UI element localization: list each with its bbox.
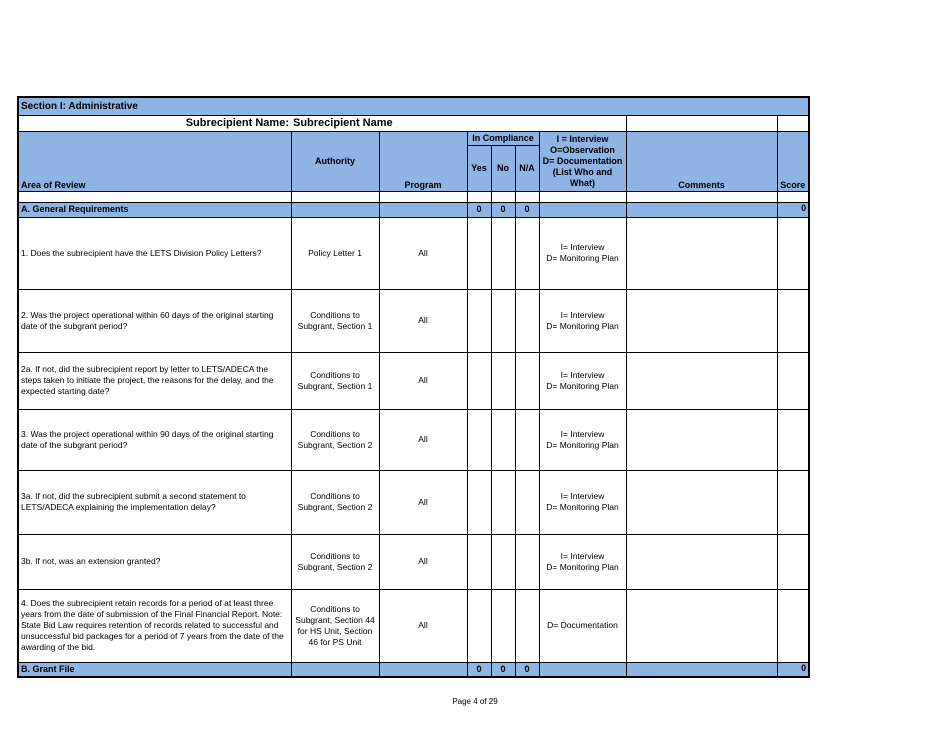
- group-row-a: [18, 202, 809, 217]
- monitoring-table: [17, 96, 810, 678]
- group-title: B. Grant File: [18, 662, 291, 677]
- question-text: 3. Was the project operational within 90 days of the original starting date of the subgrant period?: [18, 409, 291, 470]
- header-score: Score: [777, 131, 809, 191]
- program-cell: All: [379, 289, 467, 352]
- table-row: [18, 534, 809, 589]
- na-cell[interactable]: [515, 409, 539, 470]
- subrecipient-row: [18, 115, 809, 131]
- method-cell: I= Interview D= Monitoring Plan: [539, 534, 626, 589]
- group-row-b: [18, 662, 809, 677]
- yes-cell[interactable]: [467, 409, 491, 470]
- program-cell: All: [379, 589, 467, 662]
- na-cell[interactable]: [515, 534, 539, 589]
- no-cell[interactable]: [491, 409, 515, 470]
- header-in-compliance: In Compliance: [467, 131, 539, 145]
- yes-cell[interactable]: [467, 352, 491, 409]
- comments-cell[interactable]: [626, 589, 777, 662]
- question-text: 2. Was the project operational within 60 days of the original starting date of the subgrant period?: [18, 289, 291, 352]
- score-cell[interactable]: [777, 589, 809, 662]
- method-cell: I= Interview D= Monitoring Plan: [539, 289, 626, 352]
- yes-cell[interactable]: [467, 534, 491, 589]
- page-number: Page 4 of 29: [452, 697, 498, 706]
- program-cell: All: [379, 470, 467, 534]
- subrecipient-name[interactable]: Subrecipient Name: [291, 115, 626, 131]
- question-text: 3a. If not, did the subrecipient submit a second statement to LETS/ADECA explaining the implementation delay?: [18, 470, 291, 534]
- table-row: [18, 470, 809, 534]
- table-row: [18, 352, 809, 409]
- group-score: 0: [777, 662, 809, 677]
- header-na: N/A: [515, 145, 539, 191]
- table-row: [18, 589, 809, 662]
- no-cell[interactable]: [491, 289, 515, 352]
- no-cell[interactable]: [491, 470, 515, 534]
- na-cell[interactable]: [515, 352, 539, 409]
- program-cell: All: [379, 534, 467, 589]
- na-cell[interactable]: [515, 470, 539, 534]
- authority-cell: Policy Letter 1: [291, 217, 379, 289]
- yes-cell[interactable]: [467, 589, 491, 662]
- program-cell: All: [379, 352, 467, 409]
- authority-cell: Conditions to Subgrant, Section 2: [291, 534, 379, 589]
- no-cell[interactable]: [491, 589, 515, 662]
- table-row: [18, 289, 809, 352]
- no-cell[interactable]: [491, 534, 515, 589]
- na-cell[interactable]: [515, 589, 539, 662]
- group-na-total: 0: [515, 202, 539, 217]
- no-cell[interactable]: [491, 217, 515, 289]
- authority-cell: Conditions to Subgrant, Section 1: [291, 352, 379, 409]
- group-no-total: 0: [491, 202, 515, 217]
- yes-cell[interactable]: [467, 470, 491, 534]
- question-text: 4. Does the subrecipient retain records for a period of at least three years from the date of submission of the Final Financial Report. Note: State Bid Law requires retention of records related to successful and unsuccessful bid packages for a period of 7 years from the date of the awarding of the bid.: [18, 589, 291, 662]
- question-text: 1. Does the subrecipient have the LETS Division Policy Letters?: [18, 217, 291, 289]
- method-cell: D= Documentation: [539, 589, 626, 662]
- comments-cell[interactable]: [626, 409, 777, 470]
- score-cell[interactable]: [777, 409, 809, 470]
- authority-cell: Conditions to Subgrant, Section 1: [291, 289, 379, 352]
- header-program: Program: [379, 131, 467, 191]
- group-yes-total: 0: [467, 662, 491, 677]
- authority-cell: Conditions to Subgrant, Section 2: [291, 470, 379, 534]
- comments-cell[interactable]: [626, 470, 777, 534]
- section-title: Section I: Administrative: [18, 97, 809, 115]
- header-authority: Authority: [291, 131, 379, 191]
- program-cell: All: [379, 217, 467, 289]
- method-cell: I= Interview D= Monitoring Plan: [539, 409, 626, 470]
- yes-cell[interactable]: [467, 217, 491, 289]
- comments-cell[interactable]: [626, 289, 777, 352]
- method-cell: I= Interview D= Monitoring Plan: [539, 470, 626, 534]
- header-yes: Yes: [467, 145, 491, 191]
- subrecipient-label: Subrecipient Name:: [18, 115, 291, 131]
- group-title: A. General Requirements: [18, 202, 291, 217]
- header-area: Area of Review: [18, 131, 291, 191]
- na-cell[interactable]: [515, 289, 539, 352]
- score-cell[interactable]: [777, 217, 809, 289]
- subrecipient-score-cell[interactable]: [777, 115, 809, 131]
- score-cell[interactable]: [777, 534, 809, 589]
- header-comments: Comments: [626, 131, 777, 191]
- group-yes-total: 0: [467, 202, 491, 217]
- score-cell[interactable]: [777, 470, 809, 534]
- header-method: I = Interview O=Observation D= Documentation (List Who and What): [539, 131, 626, 191]
- question-text: 3b. If not, was an extension granted?: [18, 534, 291, 589]
- program-cell: All: [379, 409, 467, 470]
- yes-cell[interactable]: [467, 289, 491, 352]
- method-cell: I= Interview D= Monitoring Plan: [539, 217, 626, 289]
- method-cell: I= Interview D= Monitoring Plan: [539, 352, 626, 409]
- authority-cell: Conditions to Subgrant, Section 2: [291, 409, 379, 470]
- table-row: [18, 217, 809, 289]
- header-no: No: [491, 145, 515, 191]
- comments-cell[interactable]: [626, 534, 777, 589]
- no-cell[interactable]: [491, 352, 515, 409]
- group-na-total: 0: [515, 662, 539, 677]
- authority-cell: Conditions to Subgrant, Section 44 for HS Unit, Section 46 for PS Unit: [291, 589, 379, 662]
- na-cell[interactable]: [515, 217, 539, 289]
- subrecipient-comments-cell[interactable]: [626, 115, 777, 131]
- group-no-total: 0: [491, 662, 515, 677]
- comments-cell[interactable]: [626, 352, 777, 409]
- group-score: 0: [777, 202, 809, 217]
- section-header-row: [18, 97, 809, 115]
- score-cell[interactable]: [777, 289, 809, 352]
- worksheet: [17, 96, 807, 678]
- spacer-row: [18, 191, 809, 202]
- comments-cell[interactable]: [626, 217, 777, 289]
- question-text: 2a. If not, did the subrecipient report by letter to LETS/ADECA the steps taken to initiate the project, the reasons for the delay, and the expected starting date?: [18, 352, 291, 409]
- header-row-1: [18, 131, 809, 145]
- score-cell[interactable]: [777, 352, 809, 409]
- table-row: [18, 409, 809, 470]
